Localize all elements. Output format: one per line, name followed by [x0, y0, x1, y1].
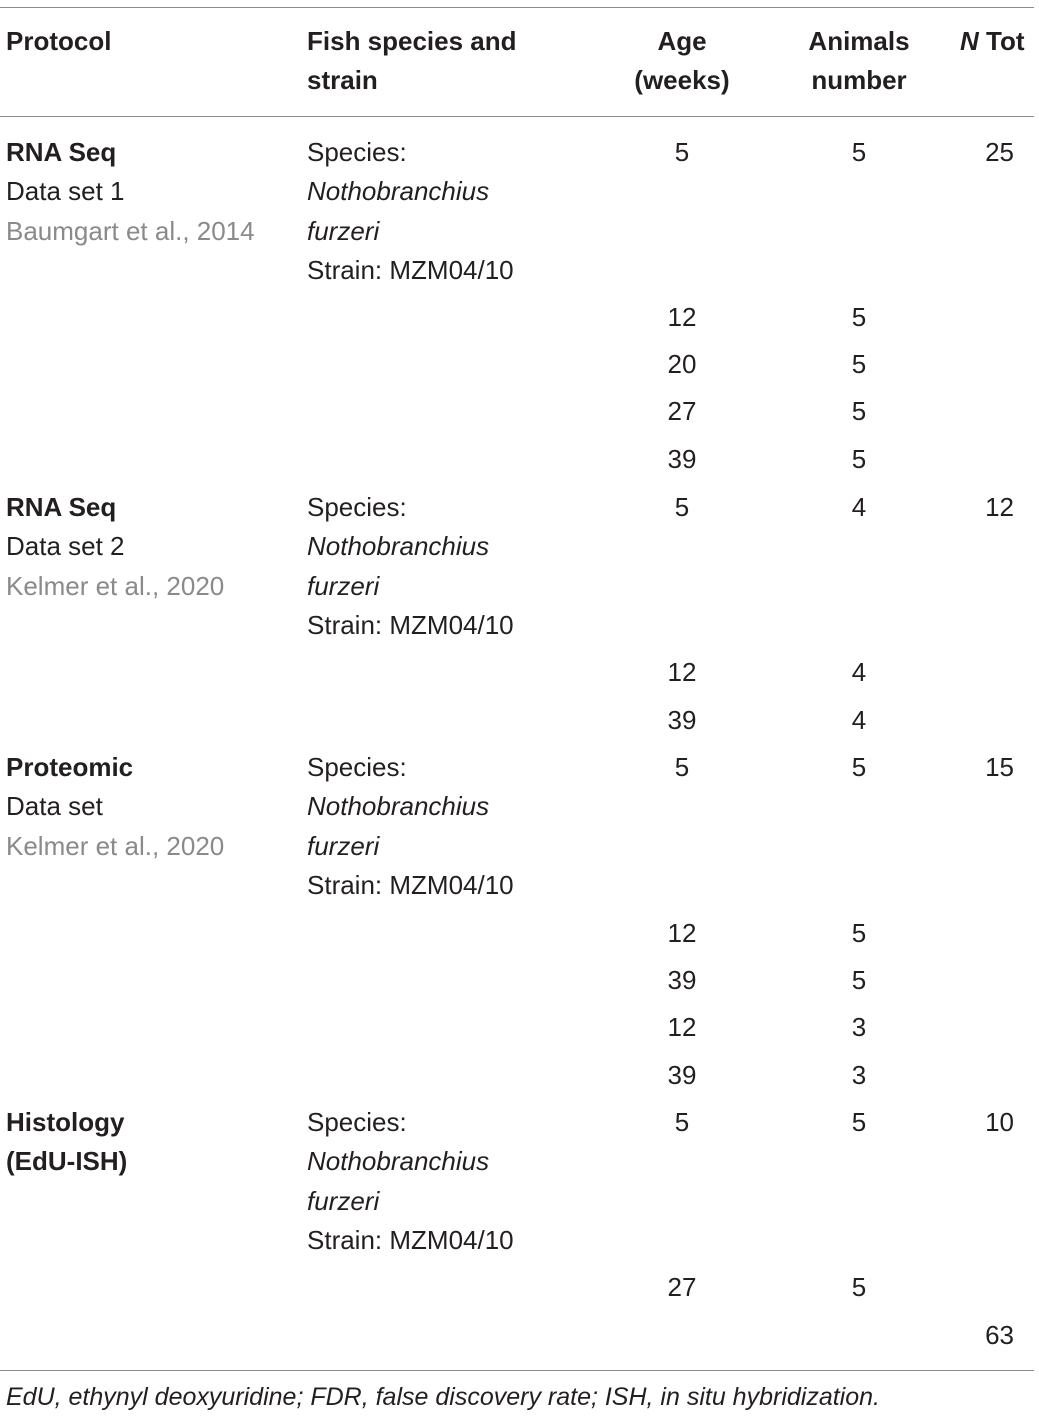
cell-age: 20	[667, 349, 697, 379]
header-ntot	[960, 22, 1025, 61]
protocol-citation: Baumgart et al., 2014	[6, 216, 255, 246]
strain: Strain: MZM04/10	[307, 870, 514, 900]
cell-ntot: 10	[985, 1107, 1014, 1137]
cell-animals: 4	[851, 705, 867, 735]
cell-age: 39	[667, 705, 697, 735]
protocol-dataset: Data set 1	[6, 176, 125, 206]
protocol-dataset: Data set	[6, 791, 103, 821]
protocol-citation: Kelmer et al., 2020	[6, 831, 225, 861]
cell-ntot: 12	[985, 492, 1014, 522]
cell-animals: 5	[851, 349, 867, 379]
cell-age: 5	[674, 137, 690, 167]
table-footnote: EdU, ethynyl deoxyuridine; FDR, false discovery rate; ISH, in situ hybridization.	[6, 1383, 880, 1411]
species-label: Species:	[307, 1107, 407, 1137]
cell-age: 12	[667, 302, 697, 332]
header-ntot-n: N	[960, 26, 979, 56]
species-name-line2: furzeri	[307, 831, 380, 861]
cell-ntot: 25	[985, 137, 1014, 167]
header-animals-line2: number	[811, 65, 907, 95]
cell-age: 5	[674, 1107, 690, 1137]
cell-age: 12	[667, 657, 697, 687]
cell-age: 39	[667, 444, 697, 474]
cell-age: 5	[674, 752, 690, 782]
cell-animals: 4	[851, 657, 867, 687]
strain: Strain: MZM04/10	[307, 255, 514, 285]
cell-animals: 5	[851, 137, 867, 167]
species-name-line1: Nothobranchius	[307, 1146, 490, 1176]
cell-animals: 5	[851, 396, 867, 426]
cell-animals: 5	[851, 1107, 867, 1137]
cell-age: 12	[667, 1012, 697, 1042]
species-label: Species:	[307, 492, 407, 522]
species-name-line1: Nothobranchius	[307, 791, 490, 821]
protocol-name-line2: (EdU-ISH)	[6, 1146, 128, 1176]
species-name-line1: Nothobranchius	[307, 531, 490, 561]
header-species-line2: strain	[307, 65, 378, 95]
cell-animals: 5	[851, 444, 867, 474]
species-label: Species:	[307, 137, 407, 167]
cell-animals: 5	[851, 1272, 867, 1302]
strain: Strain: MZM04/10	[307, 610, 514, 640]
species-name-line2: furzeri	[307, 571, 380, 601]
cell-age: 27	[667, 396, 697, 426]
cell-animals: 5	[851, 302, 867, 332]
cell-age: 5	[674, 492, 690, 522]
protocol-citation: Kelmer et al., 2020	[6, 571, 225, 601]
cell-animals: 5	[851, 965, 867, 995]
protocol-name: RNA Seq	[6, 492, 117, 522]
species-name-line1: Nothobranchius	[307, 176, 490, 206]
cell-animals: 5	[851, 752, 867, 782]
header-protocol: Protocol	[6, 26, 112, 56]
cell-age: 39	[667, 1060, 697, 1090]
species-label: Species:	[307, 752, 407, 782]
species-name-line2: furzeri	[307, 216, 380, 246]
cell-age: 12	[667, 918, 697, 948]
protocol-dataset: Data set 2	[6, 531, 125, 561]
header-animals-line1: Animals	[808, 26, 910, 56]
header-bottom-rule	[0, 116, 1034, 117]
species-name-line2: furzeri	[307, 1186, 380, 1216]
table-top-rule	[0, 7, 1034, 8]
grand-total: 63	[985, 1320, 1014, 1350]
cell-animals: 5	[851, 918, 867, 948]
strain: Strain: MZM04/10	[307, 1225, 514, 1255]
header-species-line1: Fish species and	[307, 26, 517, 56]
header-ntot-rest: Tot	[978, 26, 1025, 56]
cell-animals: 3	[851, 1012, 867, 1042]
cell-age: 27	[667, 1272, 697, 1302]
header-age-line2: (weeks)	[634, 65, 730, 95]
header-age-line1: Age	[657, 26, 707, 56]
protocol-name: Proteomic	[6, 752, 134, 782]
cell-animals: 3	[851, 1060, 867, 1090]
cell-age: 39	[667, 965, 697, 995]
cell-ntot: 15	[985, 752, 1014, 782]
cell-animals: 4	[851, 492, 867, 522]
protocol-name: Histology	[6, 1107, 125, 1137]
protocol-name: RNA Seq	[6, 137, 117, 167]
table-bottom-rule	[0, 1370, 1034, 1371]
